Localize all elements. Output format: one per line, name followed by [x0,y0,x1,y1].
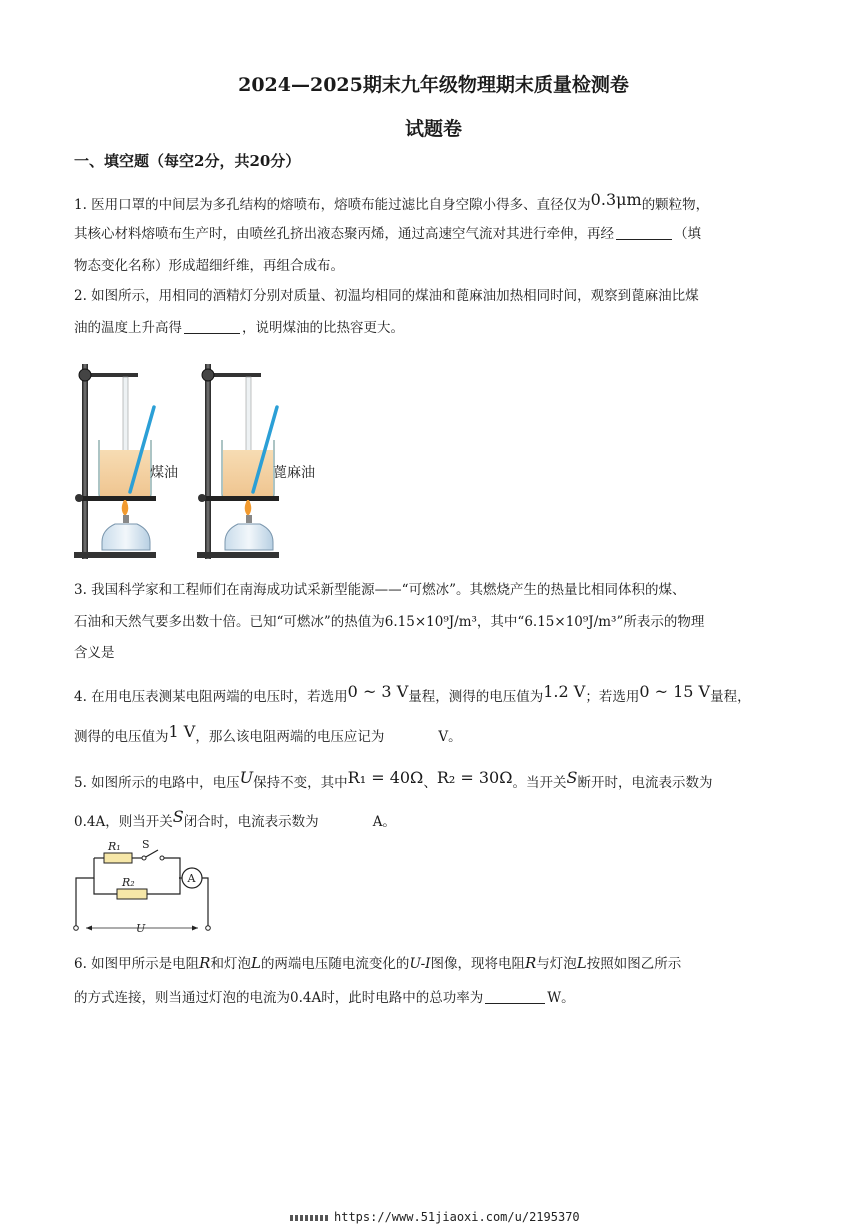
q2-text-b: ，说明煤油的比热容更大。 [242,320,404,336]
arrow-left [86,926,92,931]
q6-lamp-symbol-2: L [576,954,587,972]
heating-apparatus-figure [70,352,340,564]
q6-resistor-symbol-2: R [524,954,537,972]
q4-reading-large: 1 V [168,722,196,741]
q4-text-a: 4. 在用电压表测某电阻两端的电压时，若选用 [74,689,348,705]
q6-text-g: 的方式连接，则当通过灯泡的电流为0.4A时，此时电路中的总功率为 [74,990,484,1006]
q5-text-d: 断开时，电流表示数为 [577,775,713,791]
q6-text-f: 按照如图乙所示 [586,956,682,972]
wire-gauze [76,496,156,501]
wire-branch-lower [94,878,117,894]
q2-text-a: 油的温度上升高得 [74,320,182,336]
q1-line-2 [74,224,734,244]
q4-unit: V。 [438,729,462,745]
wire-top-3 [162,858,180,878]
setup-right [197,364,279,559]
q5-separator: 、 [423,775,437,791]
q6-text-d: 图像，现将电阻 [430,956,525,972]
ring-clamp [198,494,206,502]
clamp-knob [79,369,91,381]
q4-range-small: 0 ~ 3 V [347,682,409,701]
q5-line-2 [74,807,734,832]
q5-switch-symbol: S [566,768,578,787]
resistor-r1 [104,853,132,863]
wire-branch-lower-right [147,878,180,894]
q5-text-e: 0.4A，则当开关 [74,814,173,830]
q4-line-2 [74,722,734,747]
wire-left [76,858,94,928]
clamp-knob [202,369,214,381]
q5-voltage-symbol: U [239,768,254,787]
q2-line-1: 2. 如图所示，用相同的酒精灯分别对质量、初温均相同的煤油和蓖麻油加热相同时间，观察到蓖麻油比煤 [74,288,699,304]
q2-answer-blank[interactable] [184,319,240,334]
circuit-diagram [72,836,222,936]
q5-text-a: 5. 如图所示的电路中，电压 [74,775,240,791]
q6-unit: W。 [547,990,575,1006]
q2-line-2 [74,318,734,338]
q1-text-d: （填 [674,226,701,242]
q5-switch-symbol-2: S [172,807,184,826]
footer-link-text[interactable]: https://www.51jiaoxi.com/u/2195370 [334,1210,580,1224]
q6-answer-blank[interactable] [485,989,545,1004]
q4-text-c: ；若选用 [585,689,640,705]
q4-reading-small: 1.2 V [543,682,586,701]
q5-line-1 [74,768,734,793]
clamp-arm [84,373,138,377]
watermark-icon [290,1215,328,1221]
q5-r2-value: R₂ = 30Ω [436,768,513,787]
q1-text: 1. 医用口罩的中间层为多孔结构的熔喷布，熔喷布能过滤比自身空隙小得多、直径仅为 [74,197,591,213]
lamp-wick [246,515,252,523]
page-subtitle: 试题卷 [404,118,462,140]
wire-right [202,878,208,928]
lamp-wick [123,515,129,523]
label-castor-oil: 蓖麻油 [273,464,315,480]
stand-pole [205,364,211,559]
q6-line-2 [74,988,734,1008]
stand-base [74,552,156,558]
q6-text-b: 和灯泡 [210,956,251,972]
q6-text-e: 与灯泡 [536,956,577,972]
terminal-left [74,926,79,931]
label-s: S [142,838,150,851]
label-voltage: U [136,922,146,935]
q1-answer-blank[interactable] [616,225,672,240]
q5-text-c: 。当开关 [512,775,567,791]
beaker-liquid [223,450,273,497]
flame [245,500,252,516]
page-title: 2024—2025期末九年级物理期末质量检测卷 [238,74,629,96]
switch-contact [142,856,146,860]
q6-ui-label: U-I [409,956,431,972]
clamp-arm [207,373,261,377]
setup-left [74,364,156,559]
terminal-right [206,926,211,931]
q5-unit: A。 [372,814,396,830]
resistor-r2 [117,889,147,899]
q4-text-b: 量程，测得的电压值为 [408,689,544,705]
q5-text-f: 闭合时，电流表示数为 [183,814,319,830]
q6-resistor-symbol: R [199,954,211,972]
label-ammeter: A [187,872,196,885]
ring-clamp [75,494,83,502]
q3-line-1: 3. 我国科学家和工程师们在南海成功试采新型能源——“可燃冰”。其燃烧产生的热量比相同体积的煤、 [74,582,686,598]
q6-line-1 [74,953,734,974]
q5-text-b: 保持不变，其中 [253,775,348,791]
q6-text-a: 6. 如图甲所示是电阻 [74,956,200,972]
q1-text-b: 的颗粒物， [641,197,710,213]
q1-line-1 [74,190,734,215]
q1-text-c: 其核心材料熔喷布生产时，由喷丝孔挤出液态聚丙烯，通过高速空气流对其进行牵伸，再经 [74,226,614,242]
q3-line-2: 石油和天然气要多出数十倍。已知“可燃冰”的热值为6.15×10⁹J/m³，其中“6.15×10⁹J/m³”所表示的物理 [74,614,705,630]
arrow-right [192,926,198,931]
q1-diameter: 0.3μm [590,190,642,209]
q4-text-f: ，那么该电阻两端的电压应记为 [195,729,385,745]
wire-gauze [199,496,279,501]
flame [122,500,129,516]
q4-line-1 [74,682,751,707]
q6-text-c: 的两端电压随电流变化的 [260,956,410,972]
stand-base [197,552,279,558]
q4-text-d: 量程， [710,689,751,705]
alcohol-lamp [102,524,150,550]
q4-text-e: 测得的电压值为 [74,729,169,745]
label-kerosene: 煤油 [150,464,178,480]
q1-line-3: 物态变化名称）形成超细纤维，再组合成布。 [74,258,344,274]
q4-range-large: 0 ~ 15 V [639,682,711,701]
footer-url[interactable] [290,1210,580,1224]
alcohol-lamp [225,524,273,550]
q6-lamp-symbol: L [250,954,261,972]
q3-line-3: 含义是 [74,645,115,661]
switch-contact [160,856,164,860]
section-heading: 一、填空题（每空2分，共20分） [74,152,301,170]
label-r2: R₂ [122,876,135,889]
label-r1: R₁ [108,840,121,853]
stand-pole [82,364,88,559]
beaker-liquid [100,450,150,497]
q5-r1-value: R₁ = 40Ω [347,768,424,787]
